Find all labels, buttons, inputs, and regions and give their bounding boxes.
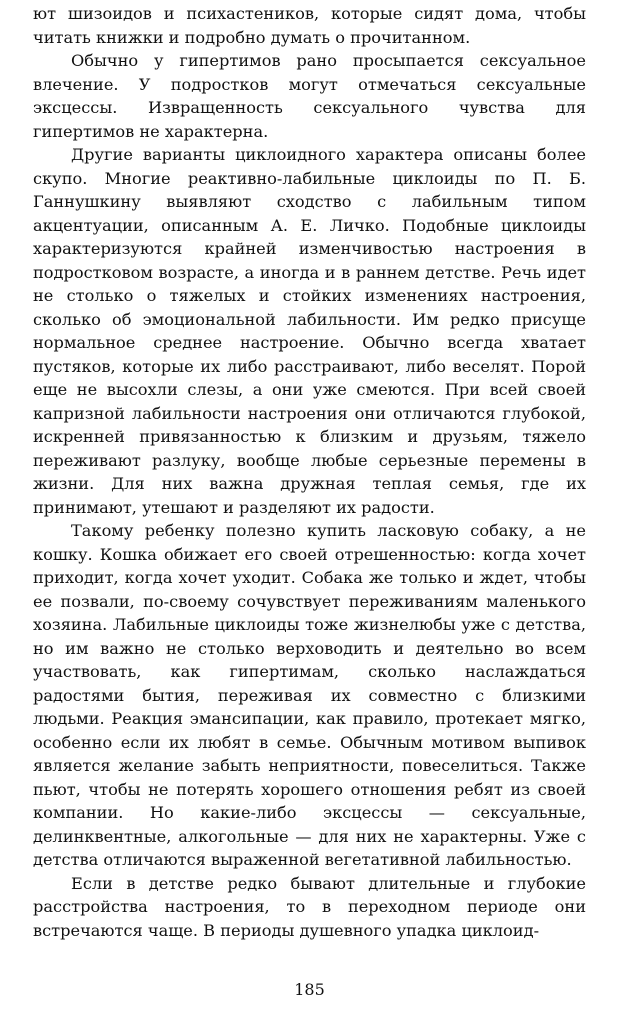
page-number: 185 — [294, 980, 325, 999]
paragraph: ют шизоидов и психастеников, которые сидят дома, чтобы читать книжки и подробно думать о прочитанном. — [33, 4, 586, 47]
paragraph: Если в детстве редко бывают длительные и глубокие расстройства настроения, то в переходном периоде они встречаются чаще. В периоды душевного упадка циклоид- — [33, 873, 586, 940]
paragraph: Такому ребенку полезно купить ласковую собаку, а не кошку. Кошка обижает его своей отрешенностью: когда хочет приходит, когда хочет уходит. Собака же только и ждет, чтобы ее позвали, по-своему сочувствует переживаниям маленького хозяина. Лабильные циклоиды тоже жизнелюбы уже с детства, но им важно не столько верховодить и деятельно во всем участвовать, как гипертимам, сколько наслаждаться радостями бытия, переживая их совместно с близкими людьми. Реакция эмансипации, как правило, протекает мягко, особенно если их любят в семье. Обычным мотивом выпивок является желание забыть неприятности, повеселиться. Также пьют, чтобы не потерять хорошего отношения ребят из своей компании. Но какие-либо эксцессы — сексуальные, делинквентные, алкогольные — для них не характерны. Уже с детства отличаются выраженной вегетативной лабильностью. — [33, 521, 586, 869]
book-page — [33, 0, 586, 1010]
paragraph: Другие варианты циклоидного характера описаны более скупо. Многие реактивно-лабильные циклоиды по П. Б. Ганнушкину выявляют сходство с лабильным типом акцентуации, описанным А. Е. Личко. Подобные циклоиды характеризуются крайней изменчивостью настроения в подростковом возрасте, а иногда и в раннем детстве. Речь идет не столько о тяжелых и стойких изменениях настроения, сколько об эмоциональной лабильности. Им редко присуще нормальное среднее настроение. Обычно всегда хватает пустяков, которые их либо расстраивают, либо веселят. Порой еще не высохли слезы, а они уже смеются. При всей своей капризной лабильности настроения они отличаются глубокой, искренней привязанностью к близким и друзьям, тяжело переживают разлуку, вообще любые серьезные перемены в жизни. Для них важна дружная теплая семья, где их принимают, утешают и разделяют их радости. — [33, 145, 586, 517]
body-text — [33, 2, 586, 942]
paragraph: Обычно у гипертимов рано просыпается сексуальное влечение. У подростков могут отмечаться сексуальные эксцессы. Извращенность сексуального чувства для гипертимов не характерна. — [33, 51, 586, 141]
